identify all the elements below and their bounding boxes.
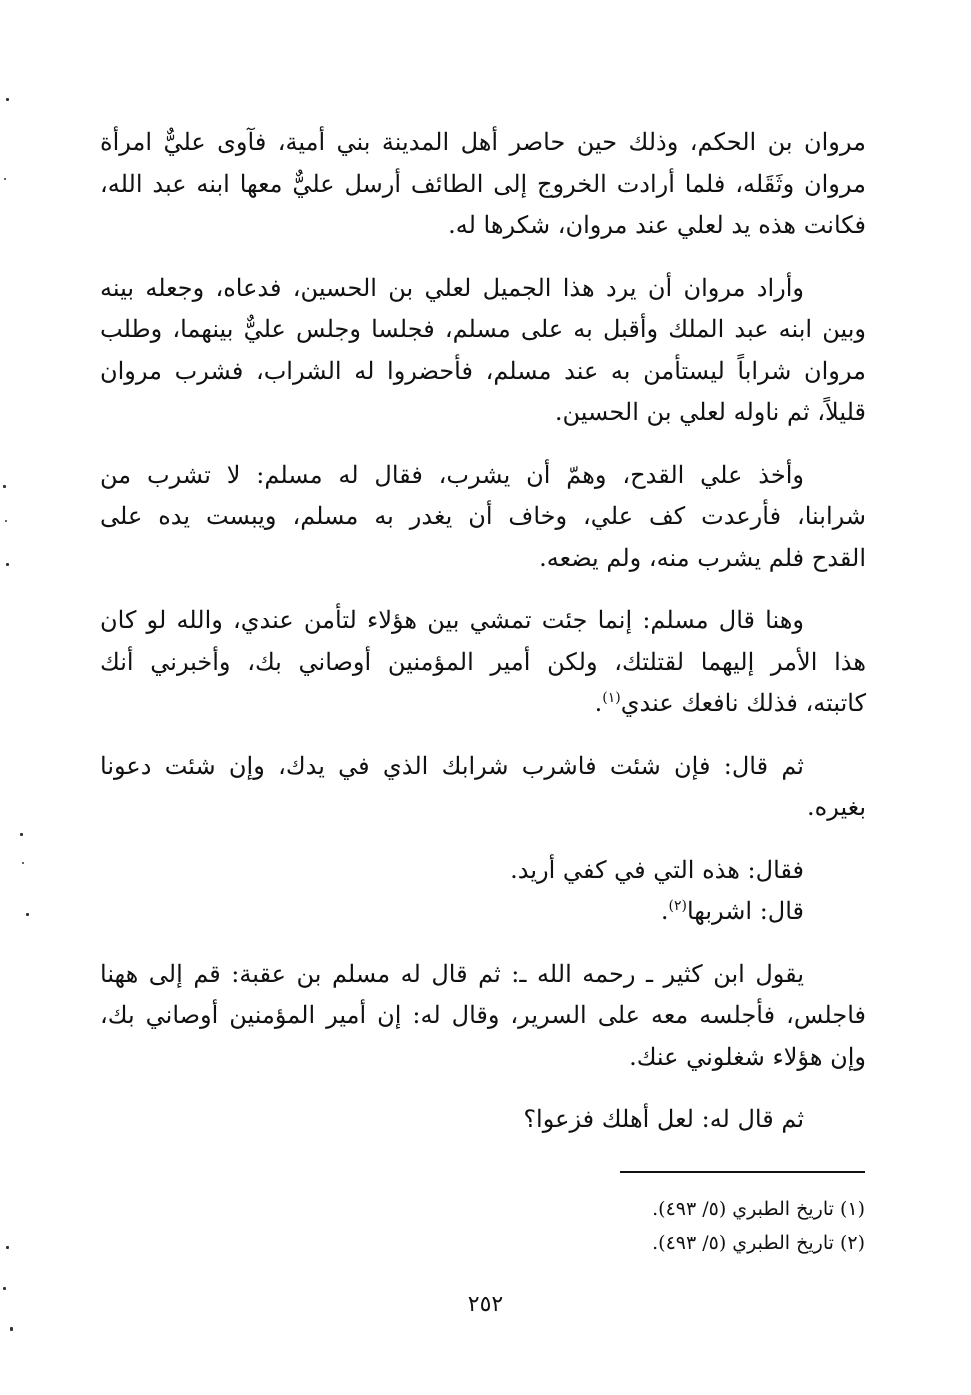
scan-speck [6,1246,9,1249]
text-line: مروان شراباً ليستأمن به عند مسلم، فأحضروا له الشراب، فشرب مروان [100,356,866,385]
dialogue-line-1: فقال: هذه التي في كفي أريد. [510,855,804,884]
scan-speck [20,833,23,836]
paragraph-3 [100,455,866,580]
text-line: شرابنا، فأرعدت كف علي، وخاف أن يغدر به مسلم، ويبست يده على [100,502,866,530]
footnote-ref-1: (١) [602,690,621,706]
text-line: مروان وثَقَله، فلما أرادت الخروج إلى الطائف أرسل عليٌّ معها ابنه عبد الله، [100,169,866,198]
text-line: ثم قال: فإن شئت فاشرب شرابك الذي في يدك، وإن شئت دعونا [100,751,804,780]
footnote-ref-2: (٢) [668,898,687,914]
final-line: ثم قال له: لعل أهلك فزعوا؟ [523,1105,804,1133]
text-line: القدح فلم يشرب منه، ولم يضعه. [539,543,866,572]
text-line: هذا الأمر إليهما لقتلتك، ولكن أمير المؤمنين أوصاني بك، وأخبرني أنك [100,647,866,676]
text-fragment: . [660,897,669,925]
text-line: يقول ابن كثير ـ رحمه الله ـ: ثم قال له مسلم بن عقبة: قم إلى ههنا [100,959,804,988]
scan-speck [5,520,7,522]
text-line: وهنا قال مسلم: إنما جئت تمشي بين هؤلاء لتأمن عندي، والله لو كان [100,606,804,634]
text-line: وبين ابنه عبد الملك وأقبل به على مسلم، فجلسا وجلس عليٌّ بينهما، وطلب [100,315,866,343]
scan-speck [6,98,9,101]
footnote-separator [620,1171,865,1173]
text-line: فاجلس، فأجلسه معه على السرير، وقال له: إن أمير المؤمنين أوصاني بك، [100,1001,866,1029]
text-line [100,683,866,725]
scan-speck [22,862,24,864]
text-fragment: كاتبته، فذلك نافعك عندي [620,689,866,717]
text-fragment: قال: اشربها [686,897,804,925]
text-line: قليلاً، ثم ناوله لعلي بن الحسين. [554,398,866,426]
footnote-2: (٢) تاريخ الطبري (٥/ ٤٩٣). [652,1232,865,1254]
scan-speck [3,1287,6,1290]
text-line: فكانت هذه يد لعلي عند مروان، شكرها له. [448,211,866,239]
text-line: وأراد مروان أن يرد هذا الجميل لعلي بن الحسين، فدعاه، وجعله بينه [100,273,804,302]
footnotes [465,1192,865,1260]
page-number: ٢٥٢ [467,1292,504,1317]
text-line: وإن هؤلاء شغلوني عنك. [629,1042,866,1071]
scan-speck [10,1327,13,1331]
text-line: بغيره. [807,793,866,821]
paragraph-4 [100,600,866,725]
dialogue-line-2 [100,891,866,933]
main-text [100,122,866,1141]
paragraph-6 [100,954,866,1079]
footnote-1: (١) تاريخ الطبري (٥/ ٤٩٣). [652,1198,865,1220]
scan-speck [3,485,6,488]
text-line: مروان بن الحكم، وذلك حين حاصر أهل المدينة بني أمية، فآوى عليٌّ امرأة [100,128,866,156]
paragraph-1 [100,122,866,247]
scan-speck [4,178,6,180]
paragraph-5 [100,746,866,829]
scan-speck [6,563,9,566]
scan-speck [26,913,29,916]
text-fragment: . [594,689,603,717]
text-line: وأخذ علي القدح، وهمّ أن يشرب، فقال له مسلم: لا تشرب من [100,460,804,489]
paragraph-2 [100,268,866,434]
